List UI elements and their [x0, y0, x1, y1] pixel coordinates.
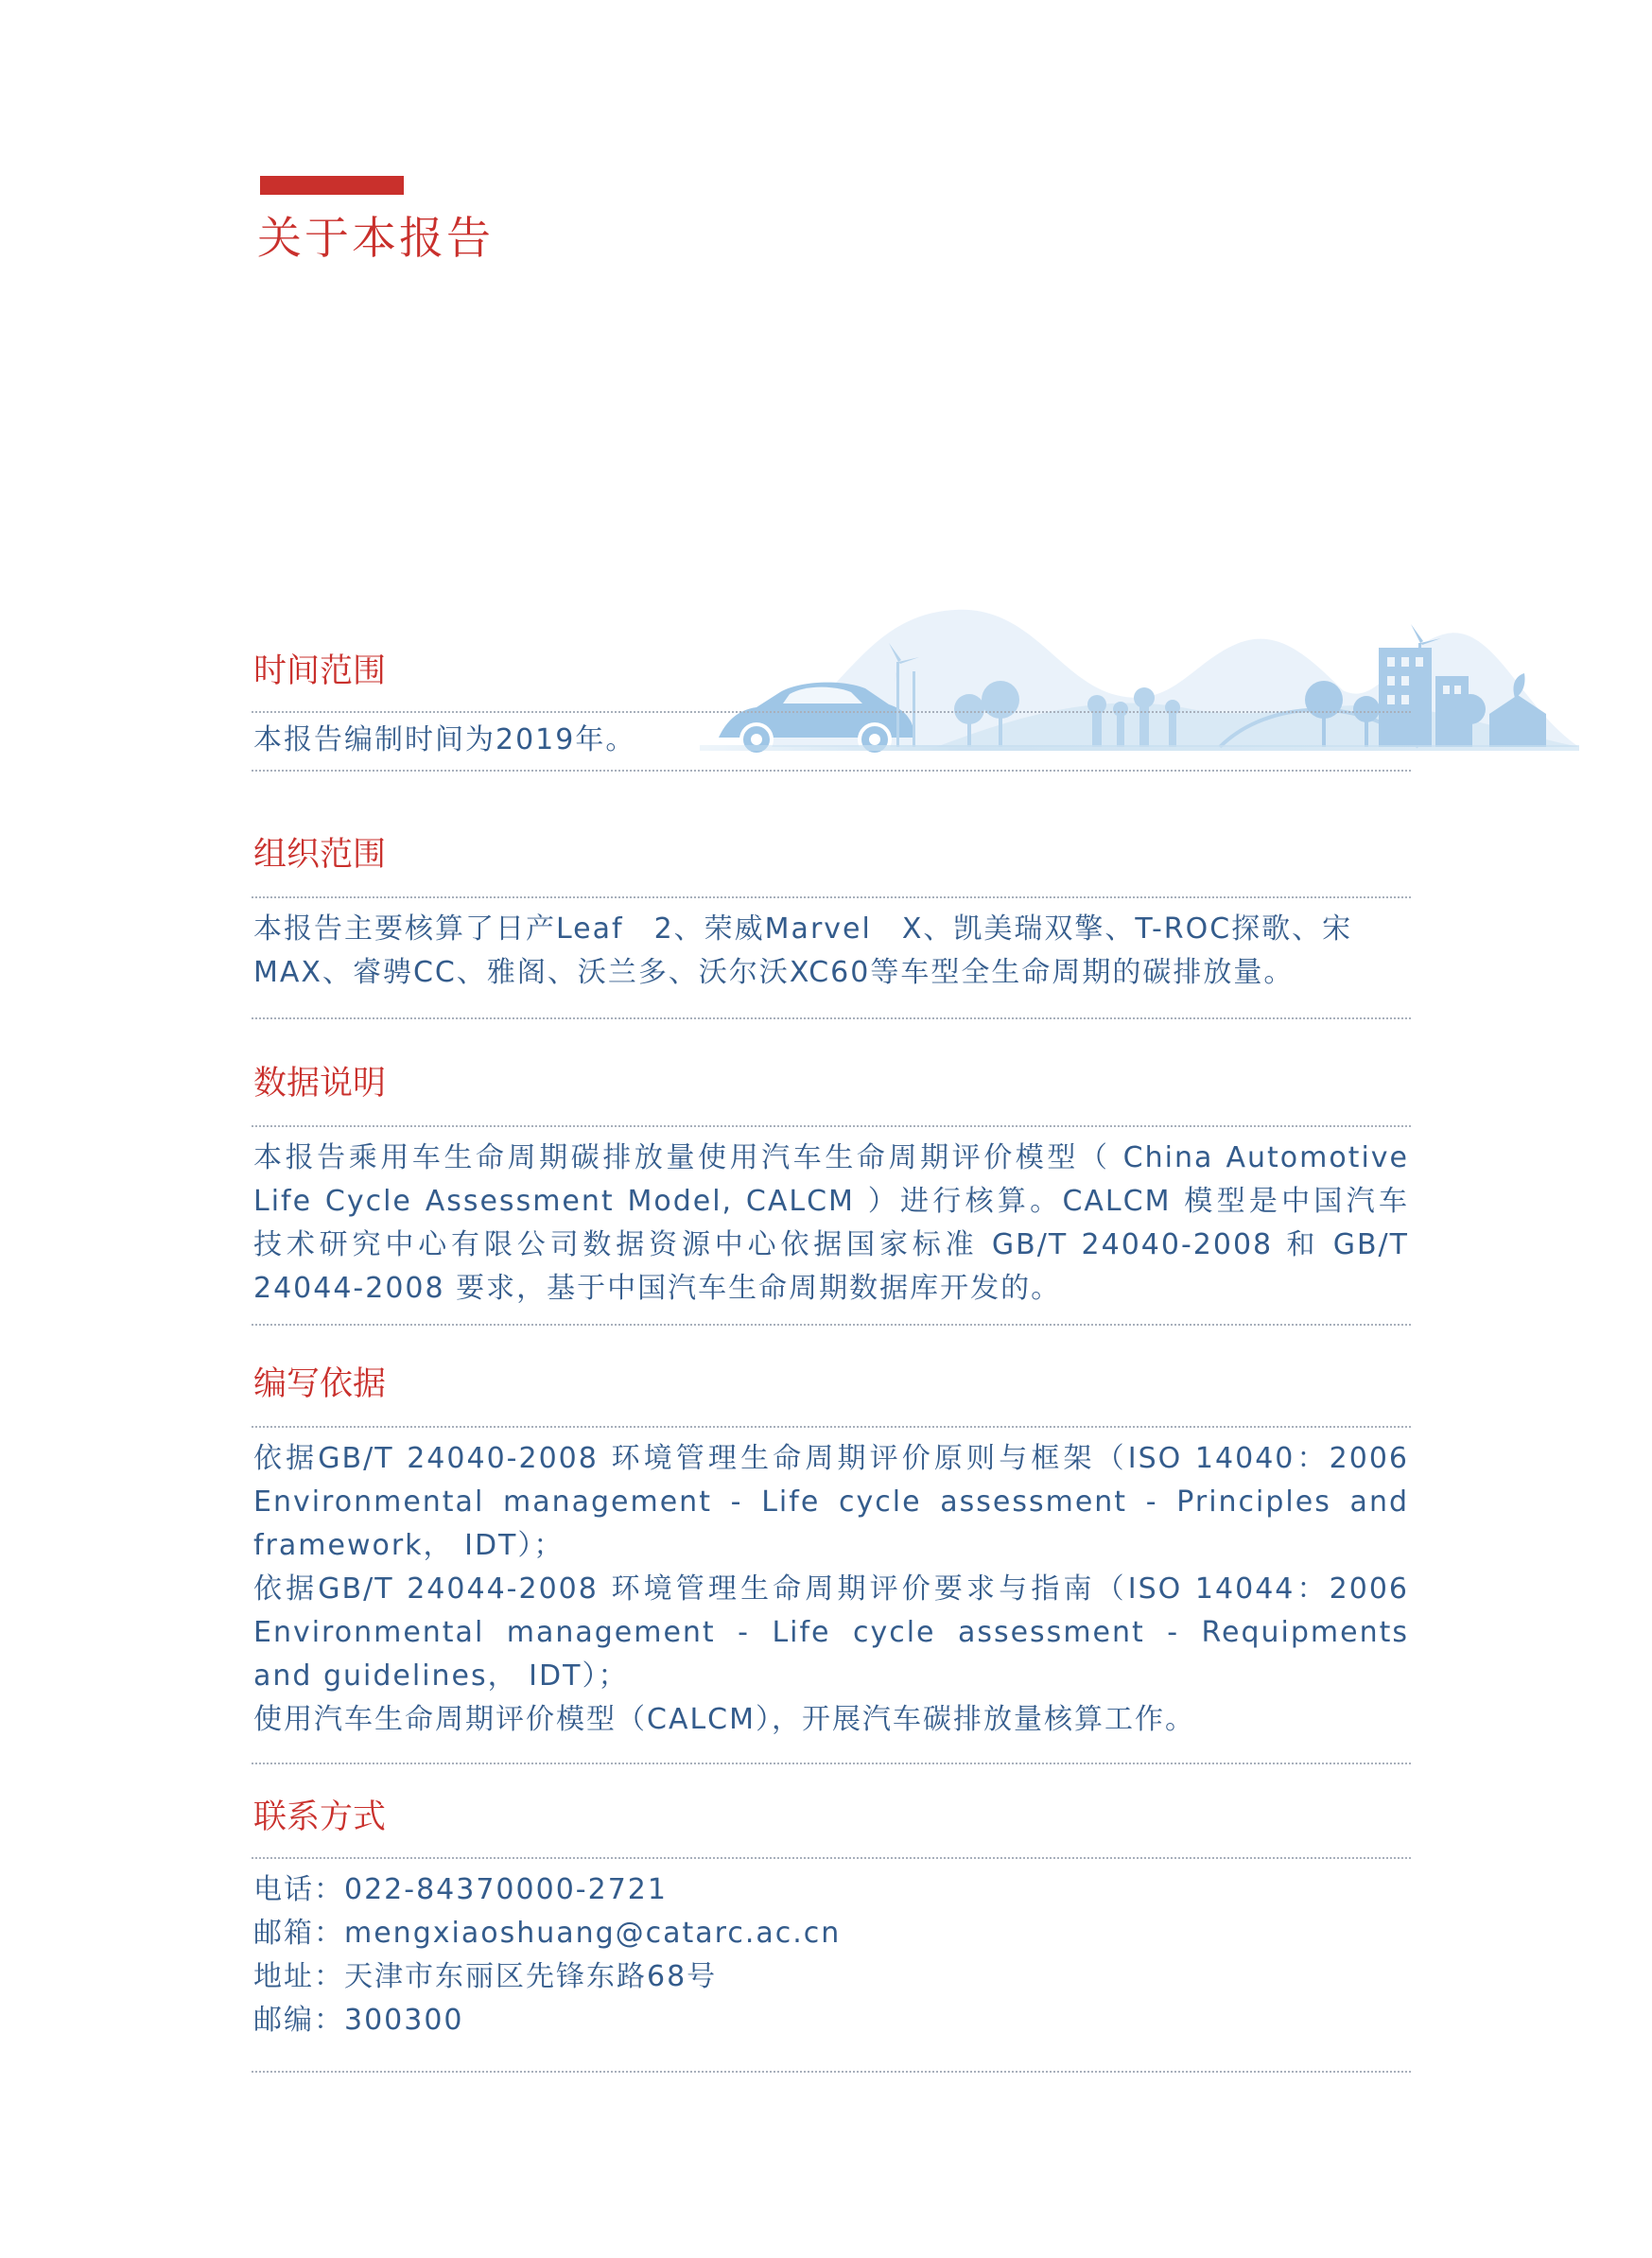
- title-accent-bar: [260, 176, 404, 195]
- section-text: 使用汽车生命周期评价模型（CALCM），开展汽车碳排放量核算工作。: [253, 1703, 1196, 1736]
- section-text: and guidelines， IDT）；: [253, 1659, 629, 1693]
- contact-phone: 电话：022-84370000-2721: [253, 1873, 668, 1906]
- contact-postcode: 邮编：300300: [253, 2004, 464, 2037]
- section-text: 24044-2008 要求，基于中国汽车生命周期数据库开发的。: [253, 1272, 1062, 1305]
- section-title: 编写依据: [253, 1365, 387, 1403]
- section-time-scope: [252, 651, 1411, 772]
- section-contact: [252, 1797, 1411, 2073]
- section-text: Life Cycle Assessment Model, CALCM ）进行核算。CALCM 模型是中国汽车: [253, 1185, 1409, 1218]
- section-text: framework， IDT）；: [253, 1529, 565, 1562]
- section-text: 依据GB/T 24044-2008 环境管理生命周期评价要求与指南（ISO 14044：2006: [253, 1572, 1409, 1606]
- section-title: 数据说明: [253, 1065, 387, 1103]
- section-text: 依据GB/T 24040-2008 环境管理生命周期评价原则与框架（ISO 14040：2006: [253, 1442, 1409, 1475]
- section-text: 本报告主要核算了日产Leaf 2、荣威Marvel X、凯美瑞双擎、T-ROC探歌、宋: [253, 912, 1353, 946]
- section-title: 联系方式: [253, 1798, 387, 1836]
- section-text: Environmental management - Life cycle assessment - Principles and: [253, 1485, 1409, 1519]
- divider: [252, 1017, 1411, 1019]
- section-title: 时间范围: [253, 652, 387, 690]
- section-title: 组织范围: [253, 836, 387, 874]
- section-data-notes: [252, 1063, 1411, 1326]
- page-title: 关于本报告: [257, 213, 494, 265]
- divider: [252, 1426, 1411, 1428]
- section-compilation-basis: [252, 1363, 1411, 1764]
- section-text: 本报告乘用车生命周期碳排放量使用汽车生命周期评价模型（ China Automotive: [253, 1141, 1409, 1174]
- divider: [252, 1125, 1411, 1127]
- divider: [252, 770, 1411, 772]
- contact-address: 地址：天津市东丽区先锋东路68号: [253, 1960, 718, 1993]
- section-text: MAX、睿骋CC、雅阁、沃兰多、沃尔沃XC60等车型全生命周期的碳排放量。: [253, 956, 1295, 989]
- divider: [252, 2071, 1411, 2073]
- section-text: Environmental management - Life cycle assessment - Requipments: [253, 1616, 1409, 1649]
- section-text: 本报告编制时间为2019年。: [253, 723, 636, 756]
- section-org-scope: [252, 834, 1411, 1019]
- divider: [252, 711, 1411, 713]
- contact-email: 邮箱：mengxiaoshuang@catarc.ac.cn: [253, 1917, 842, 1950]
- divider: [252, 896, 1411, 898]
- divider: [252, 1324, 1411, 1326]
- section-text: 技术研究中心有限公司数据资源中心依据国家标准 GB/T 24040-2008 和 GB/T: [253, 1228, 1409, 1261]
- divider: [252, 1857, 1411, 1859]
- divider: [252, 1763, 1411, 1764]
